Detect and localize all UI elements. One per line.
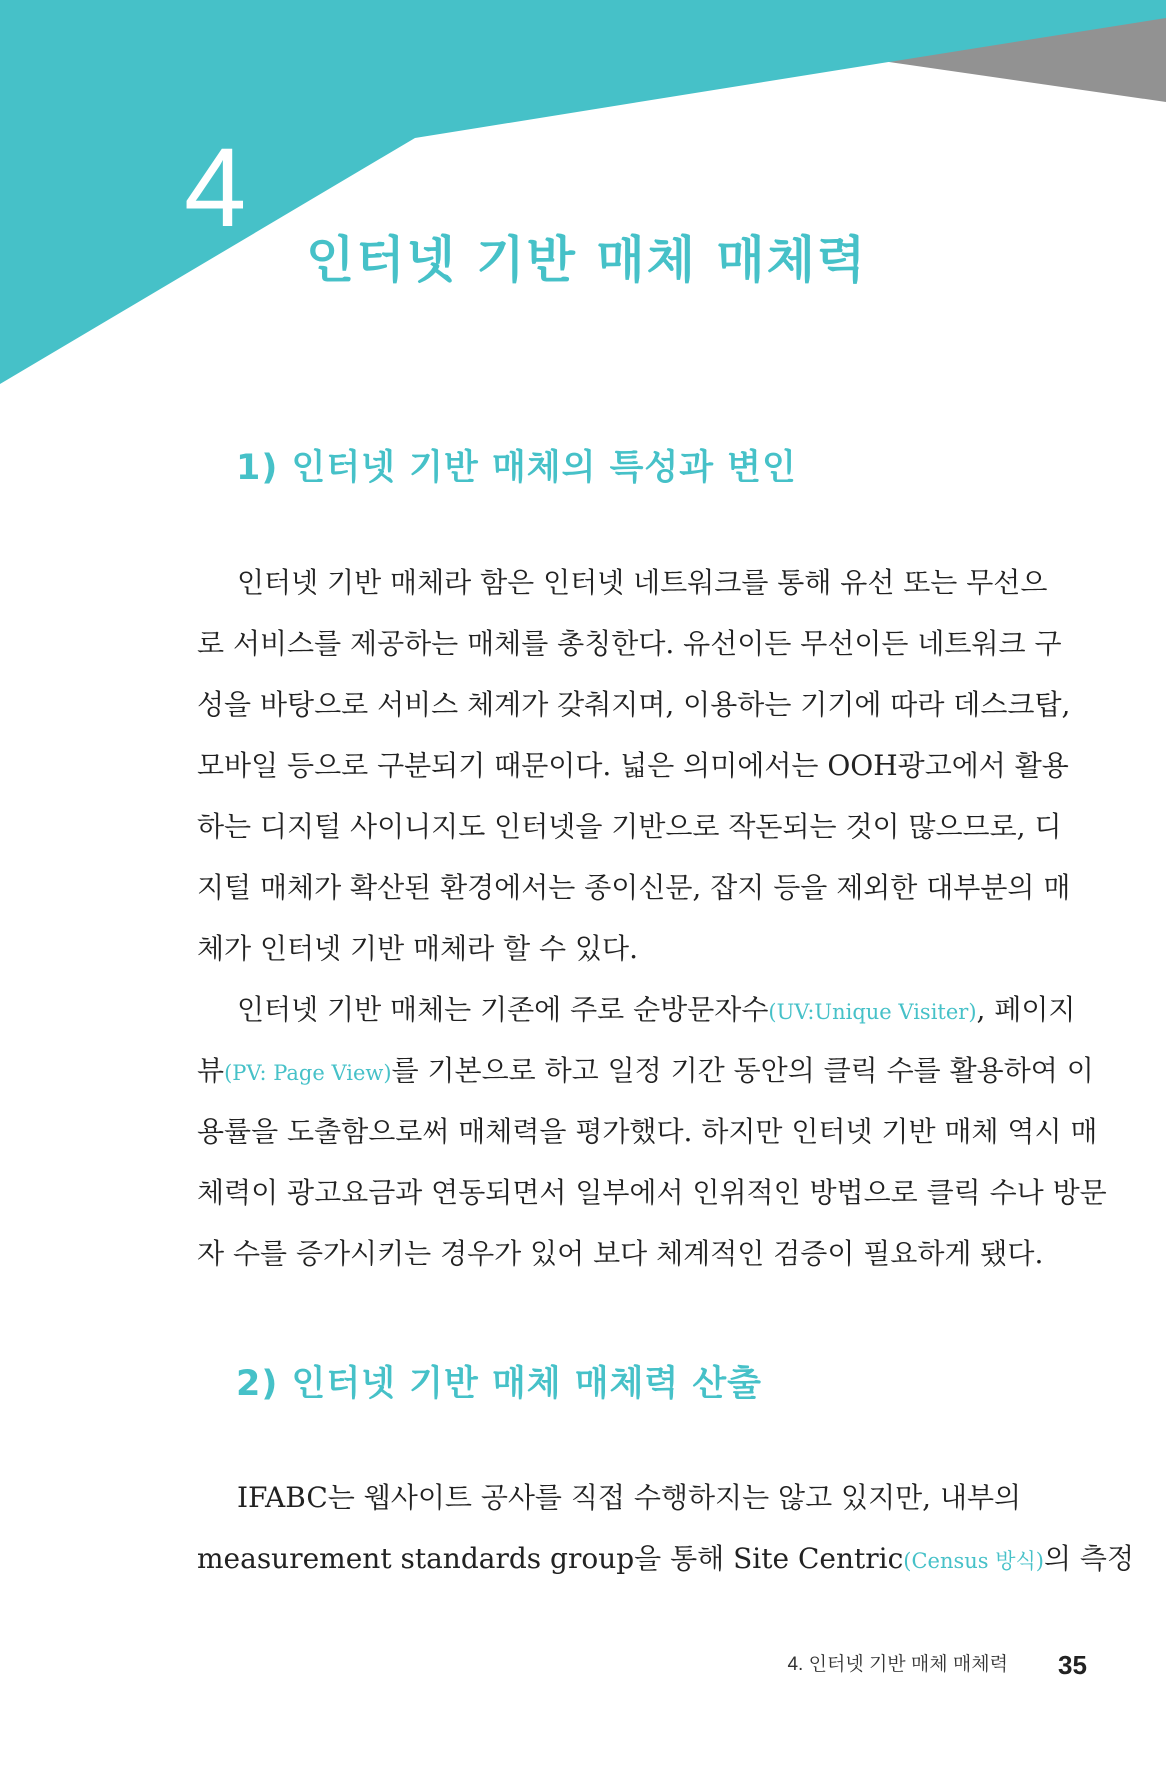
chapter-title: 인터넷 기반 매체 매체력 xyxy=(306,231,868,289)
text-span: 를 기본으로 하고 일정 기간 동안의 클릭 수를 활용하여 이 xyxy=(391,1054,1094,1087)
text-line: 하는 디지털 사이니지도 인터넷을 기반으로 작돈되는 것이 많으므로, 디 xyxy=(197,810,1062,843)
section-body xyxy=(197,1467,1135,1589)
text-span: 인터넷 기반 매체는 기존에 주로 순방문자수 xyxy=(237,993,769,1026)
text-line xyxy=(197,979,1076,1040)
text-line: 체력이 광고요금과 연동되면서 일부에서 인위적인 방법으로 클릭 수나 방문 xyxy=(197,1176,1107,1209)
chapter-number: 4 xyxy=(184,125,247,250)
text-line: 지털 매체가 확산된 환경에서는 종이신문, 잡지 등을 제외한 대부분의 매 xyxy=(197,871,1071,904)
text-line xyxy=(197,1040,1094,1101)
text-line: 성을 바탕으로 서비스 체계가 갖춰지며, 이용하는 기기에 따라 데스크탑, xyxy=(197,688,1071,721)
text-span: measurement standards group을 통해 Site Centric xyxy=(197,1542,904,1575)
text-line: 로 서비스를 제공하는 매체를 총칭한다. 유선이든 무선이든 네트워크 구 xyxy=(197,627,1062,660)
text-line: 인터넷 기반 매체라 함은 인터넷 네트워크를 통해 유선 또는 무선으 xyxy=(237,566,1048,599)
text-line: 모바일 등으로 구분되기 때문이다. 넓은 의미에서는 OOH광고에서 활용 xyxy=(197,749,1069,782)
term-annotation: (Census 방식) xyxy=(903,1549,1044,1573)
page-number: 35 xyxy=(1058,1650,1087,1680)
text-line: IFABC는 웹사이트 공사를 직접 수행하지는 않고 있지만, 내부의 xyxy=(237,1481,1022,1514)
text-line: 체가 인터넷 기반 매체라 할 수 있다. xyxy=(197,932,638,965)
text-line xyxy=(197,1528,1135,1589)
header-graphic xyxy=(0,0,1166,400)
term-annotation: (UV:Unique Visiter) xyxy=(768,1000,977,1024)
text-line: 자 수를 증가시키는 경우가 있어 보다 체계적인 검증이 필요하게 됐다. xyxy=(197,1237,1044,1270)
running-footer: 4. 인터넷 기반 매체 매체력 xyxy=(787,1654,1008,1675)
text-line: 용률을 도출함으로써 매체력을 평가했다. 하지만 인터넷 기반 매체 역시 매 xyxy=(197,1115,1098,1148)
text-span: 뷰 xyxy=(197,1054,225,1087)
text-span: 의 측정 xyxy=(1043,1542,1135,1575)
text-span: , 페이지 xyxy=(976,993,1076,1026)
section-body xyxy=(197,552,1107,1284)
section-heading: 2) 인터넷 기반 매체 매체력 산출 xyxy=(236,1364,762,1404)
term-annotation: (PV: Page View) xyxy=(224,1061,392,1085)
section-heading: 1) 인터넷 기반 매체의 특성과 변인 xyxy=(236,448,797,488)
